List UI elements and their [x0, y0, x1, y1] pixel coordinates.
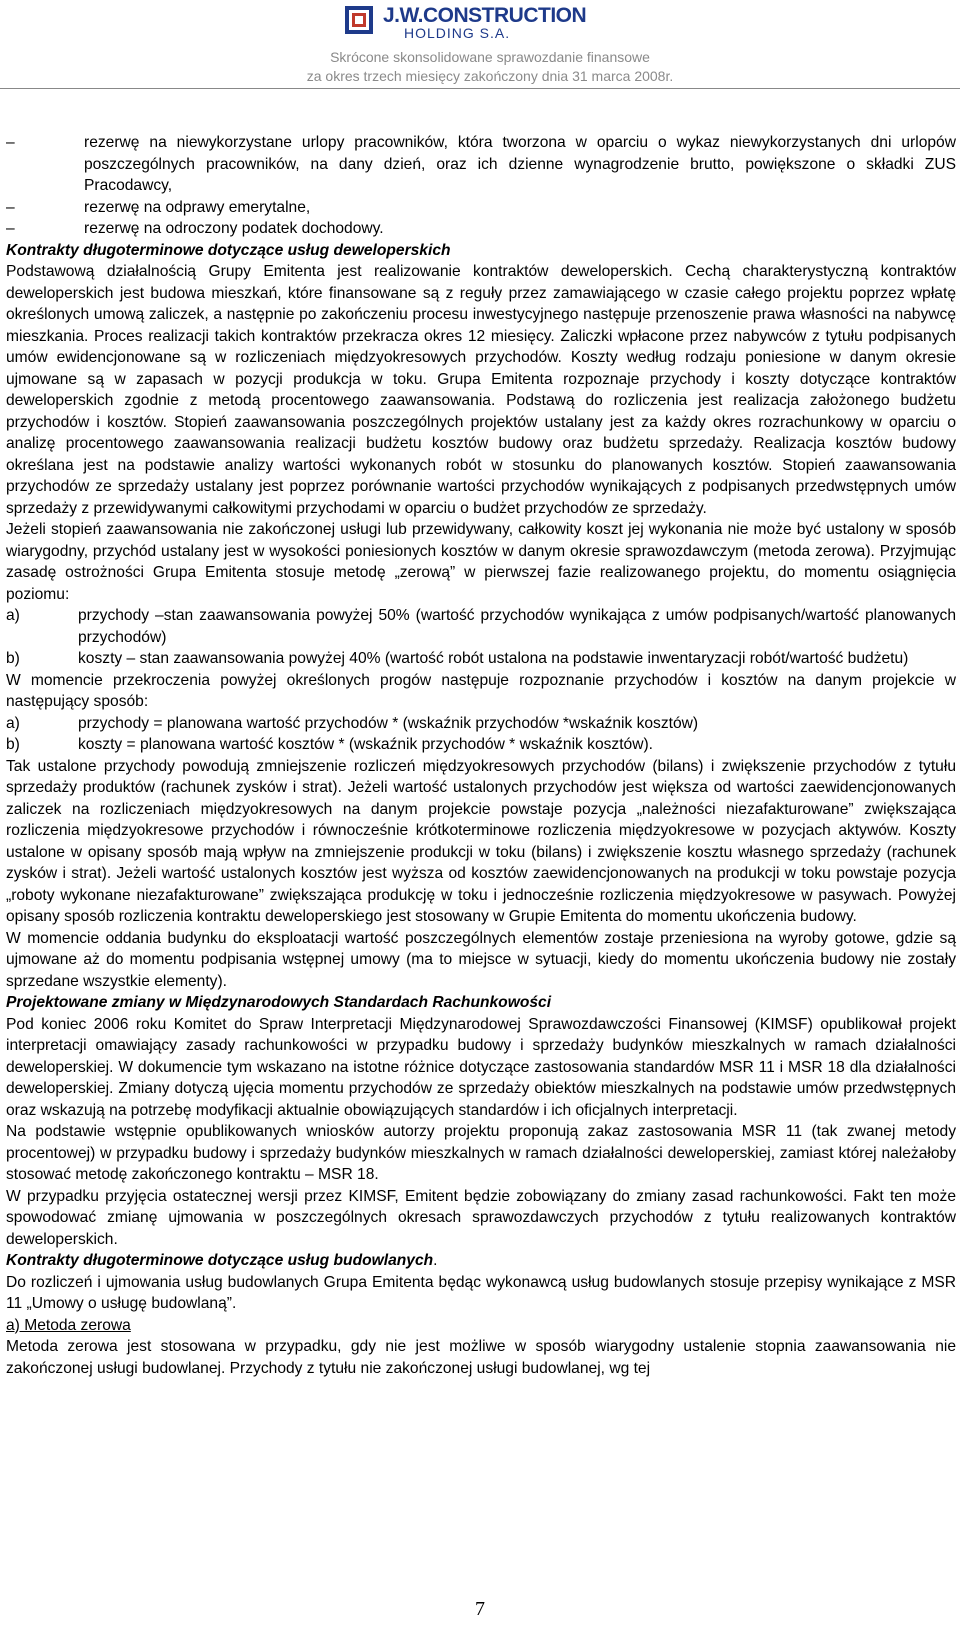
- section-heading: Kontrakty długoterminowe dotyczące usług deweloperskich: [6, 241, 451, 259]
- page-number: 7: [475, 1598, 485, 1620]
- paragraph: W przypadku przyjęcia ostatecznej wersji przez KIMSF, Emitent będzie zobowiązany do zmiany zasad rachunkowości. Fakt ten może spowodować zmianę ujmowania w poszczególnych okresach sprawozdawczych przychodów z tytułu realizowanych kontraktów deweloperskich.: [6, 1187, 956, 1248]
- list-item: [6, 648, 956, 670]
- list-item-text: rezerwę na odroczony podatek dochodowy.: [84, 220, 384, 237]
- company-logo-icon: [345, 6, 373, 34]
- paragraph: W momencie oddania budynku do eksploatacji wartość poszczególnych elementów zostaje przeniesiona na wyroby gotowe, gdzie są ujmowane aż do momentu podpisania wstępnej umowy (ma to miejsce w sytuacji, kiedy do momentu ukończenia budowy nie zostały sprzedane wszystkie elementy).: [6, 929, 956, 990]
- list-marker: b): [6, 650, 20, 667]
- list-item-text: przychody –stan zaawansowania powyżej 50% (wartość przychodów wynikająca z umów podpisanych/wartość planowanych przychodów): [78, 607, 956, 646]
- section-heading: Kontrakty długoterminowe dotyczące usług budowlanych: [6, 1252, 434, 1269]
- paragraph: Na podstawie wstępnie opublikowanych wniosków autorzy projektu proponują zakaz zastosowania MSR 11 (tak zwanej metody procentowej) w przypadku budowy i sprzedaży budynków mieszkalnych w ramach działalności deweloperskiej, zamiast której należałoby stosować metodę zakończonego kontraktu – MSR 18.: [6, 1123, 956, 1183]
- list-item-text: koszty = planowana wartość kosztów * (wskaźnik przychodów * wskaźnik kosztów).: [78, 736, 654, 753]
- header-divider: [0, 88, 960, 89]
- list-item: [6, 218, 956, 240]
- paragraph: Metoda zerowa jest stosowana w przypadku, gdy nie jest możliwe w sposób wiarygodny ustalenie stopnia zaawansowania nie zakończonej usługi budowlanej. Przychody z tytułu nie zakończonej usługi budowlanej, wg tej: [6, 1338, 956, 1377]
- list-marker: a): [6, 714, 20, 732]
- company-subname: HOLDING S.A.: [404, 25, 511, 41]
- header-report-title: Skrócone skonsolidowane sprawozdanie finansowe: [330, 49, 650, 65]
- list-marker: b): [6, 736, 20, 753]
- paragraph: Podstawową działalnością Grupy Emitenta jest realizowanie kontraktów deweloperskich. Cechą charakterystyczną kontraktów deweloperskich jest budowa mieszkań, które finansowane są z reguły przez zamawiającego w czasie całego projektu poprzez wpłatę określonych umową zaliczek, a następnie po zakończeniu procesu inwestycyjnego następuje przenoszenie prawa własności na nabywcę mieszkania. Proces realizacji takich kontraktów przekracza okres 12 miesięcy. Zaliczki wpłacone przez nabywców z tytułu podpisanych umów ewidencjonowane są w rozliczeniach międzyokresowych przychodów. Koszty według rodzaju poniesione w danym okresie ujmowane są w zapasach w pozycji produkcja w toku. Grupa Emitenta rozpoznaje przychody i koszty dotyczące kontraktów deweloperskich zgodnie z metodą procentowego zaawansowania. Podstawą do rozliczenia jest realizacja założonego budżetu przychodów i kosztów. Stopień zaawansowania poszczególnych projektów ustalany jest za każdy okres rozrachunkowy w oparciu o analizę procentowego zaawansowania realizacji budżetu kosztów budowy oraz budżetu sprzedaży. Realizacja kosztów budowy określana jest na podstawie analizy wartości wykonanych robót w stosunku do planowanych kosztów. Stopień zaawansowania przychodów ze sprzedaży ustalany jest poprzez porównanie wartości przychodów wynikających z podpisanych przedwstępnych umów sprzedaży z przewidywanymi całkowitymi przychodami w oparciu o budżet przychodów ze sprzedaży.: [6, 263, 956, 517]
- dash-marker: –: [6, 134, 15, 151]
- list-item: [6, 713, 956, 735]
- list-marker: a): [6, 607, 20, 624]
- paragraph: Pod koniec 2006 roku Komitet do Spraw Interpretacji Międzynarodowej Sprawozdawczości Finansowej (KIMSF) opublikował projekt interpretacji omawiający zasady rachunkowości w przypadku budowy i sprzedaży budynków mieszkalnych w ramach działalności deweloperskiej. W dokumencie tym wskazano na istotne różnice dotyczące zastosowania standardów MSR 11 i MSR 18 dla działalności deweloperskiej. Zmiany dotyczą ujęcia momentu przychodów ze sprzedaży obiektów mieszkalnych na podstawie umów przedwstępnych oraz wskazują na potrzebę modyfikacji aktualnie obowiązujących standardów i ich oficjalnych interpretacji.: [6, 1015, 956, 1119]
- list-item-text: przychody = planowana wartość przychodów * (wskaźnik przychodów *wskaźnik kosztów): [78, 714, 699, 732]
- list-item-text: koszty – stan zaawansowania powyżej 40% (wartość robót ustalona na podstawie inwentaryzacji robót/wartość budżetu): [78, 650, 909, 667]
- paragraph: W momencie przekroczenia powyżej określonych progów następuje rozpoznanie przychodów i kosztów na danym projekcie w następujący sposób:: [6, 671, 956, 710]
- list-item: [6, 605, 956, 648]
- paragraph: Do rozliczeń i ujmowania usług budowlanych Grupa Emitenta będąc wykonawcą usług budowlanych stosuje przepisy wynikające z MSR 11 „Umowy o usługę budowlaną”.: [6, 1273, 956, 1312]
- list-item-text: rezerwę na niewykorzystane urlopy pracowników, która tworzona w oparciu o wykaz niewykorzystanych dni urlopów poszczególnych pracowników, na dany dzień, oraz ich dzienne wynagrodzenie brutto, powiększone o składki ZUS Pracodawcy,: [84, 134, 956, 194]
- dash-marker: –: [6, 220, 15, 237]
- page-header: [0, 0, 960, 90]
- document-body: [6, 132, 956, 1379]
- section-heading-wrapper: [6, 1250, 956, 1272]
- section-heading: Projektowane zmiany w Międzynarodowych Standardach Rachunkowości: [6, 994, 552, 1011]
- list-item: [6, 197, 956, 219]
- heading-period: .: [433, 1252, 438, 1269]
- subsection-heading: a) Metoda zerowa: [6, 1316, 131, 1334]
- company-name: J.W.CONSTRUCTION: [383, 4, 587, 27]
- list-item-text: rezerwę na odprawy emerytalne,: [84, 198, 311, 216]
- paragraph: Jeżeli stopień zaawansowania nie zakończonej usługi lub przewidywany, całkowity koszt jej wykonania nie może być ustalony w sposób wiarygodny, przychód ustalany jest w wysokości poniesionych kosztów w danym okresie sprawozdawczym (metoda zerowa). Przyjmując zasadę ostrożności Grupa Emitenta stosuje metodę „zerową” w pierwszej fazie realizowanego projektu, do momentu osiągnięcia poziomu:: [6, 521, 956, 603]
- header-report-period: za okres trzech miesięcy zakończony dnia 31 marca 2008r.: [306, 68, 674, 84]
- paragraph: Tak ustalone przychody powodują zmniejszenie rozliczeń międzyokresowych przychodów (bilans) i zwiększenie przychodów z tytułu sprzedaży produktów (rachunek zysków i strat). Jeżeli wartość ustalonych przychodów jest większa od wartości zaewidencjonowanych zaliczek na rozliczeniach międzyokresowych na danym projekcie powstaje pozycja „należności niezafakturowane” zwiększająca rozliczenia międzyokresowe przychodów i równocześnie krótkoterminowe rozliczenia międzyokresowe w pozycjach aktywów. Koszty ustalone w opisany sposób mają wpływ na zmniejszenie produkcji w toku (bilans) i zwiększenie kosztu własnego sprzedaży (rachunek zysków i strat). Jeżeli wartość ustalonych kosztów jest wyższa od kosztów zaewidencjonowanych na produkcji w toku powstaje pozycja „roboty wykonane niezafakturowane” zwiększająca produkcję w toku i jednocześnie rozliczenia międzyokresowe w pasywach. Powyżej opisany sposób rozliczenia kontraktu deweloperskiego jest stosowany w Grupie Emitenta do momentu ukończenia budowy.: [6, 757, 956, 925]
- dash-marker: –: [6, 198, 15, 216]
- list-item: [6, 734, 956, 756]
- list-item: [6, 132, 956, 197]
